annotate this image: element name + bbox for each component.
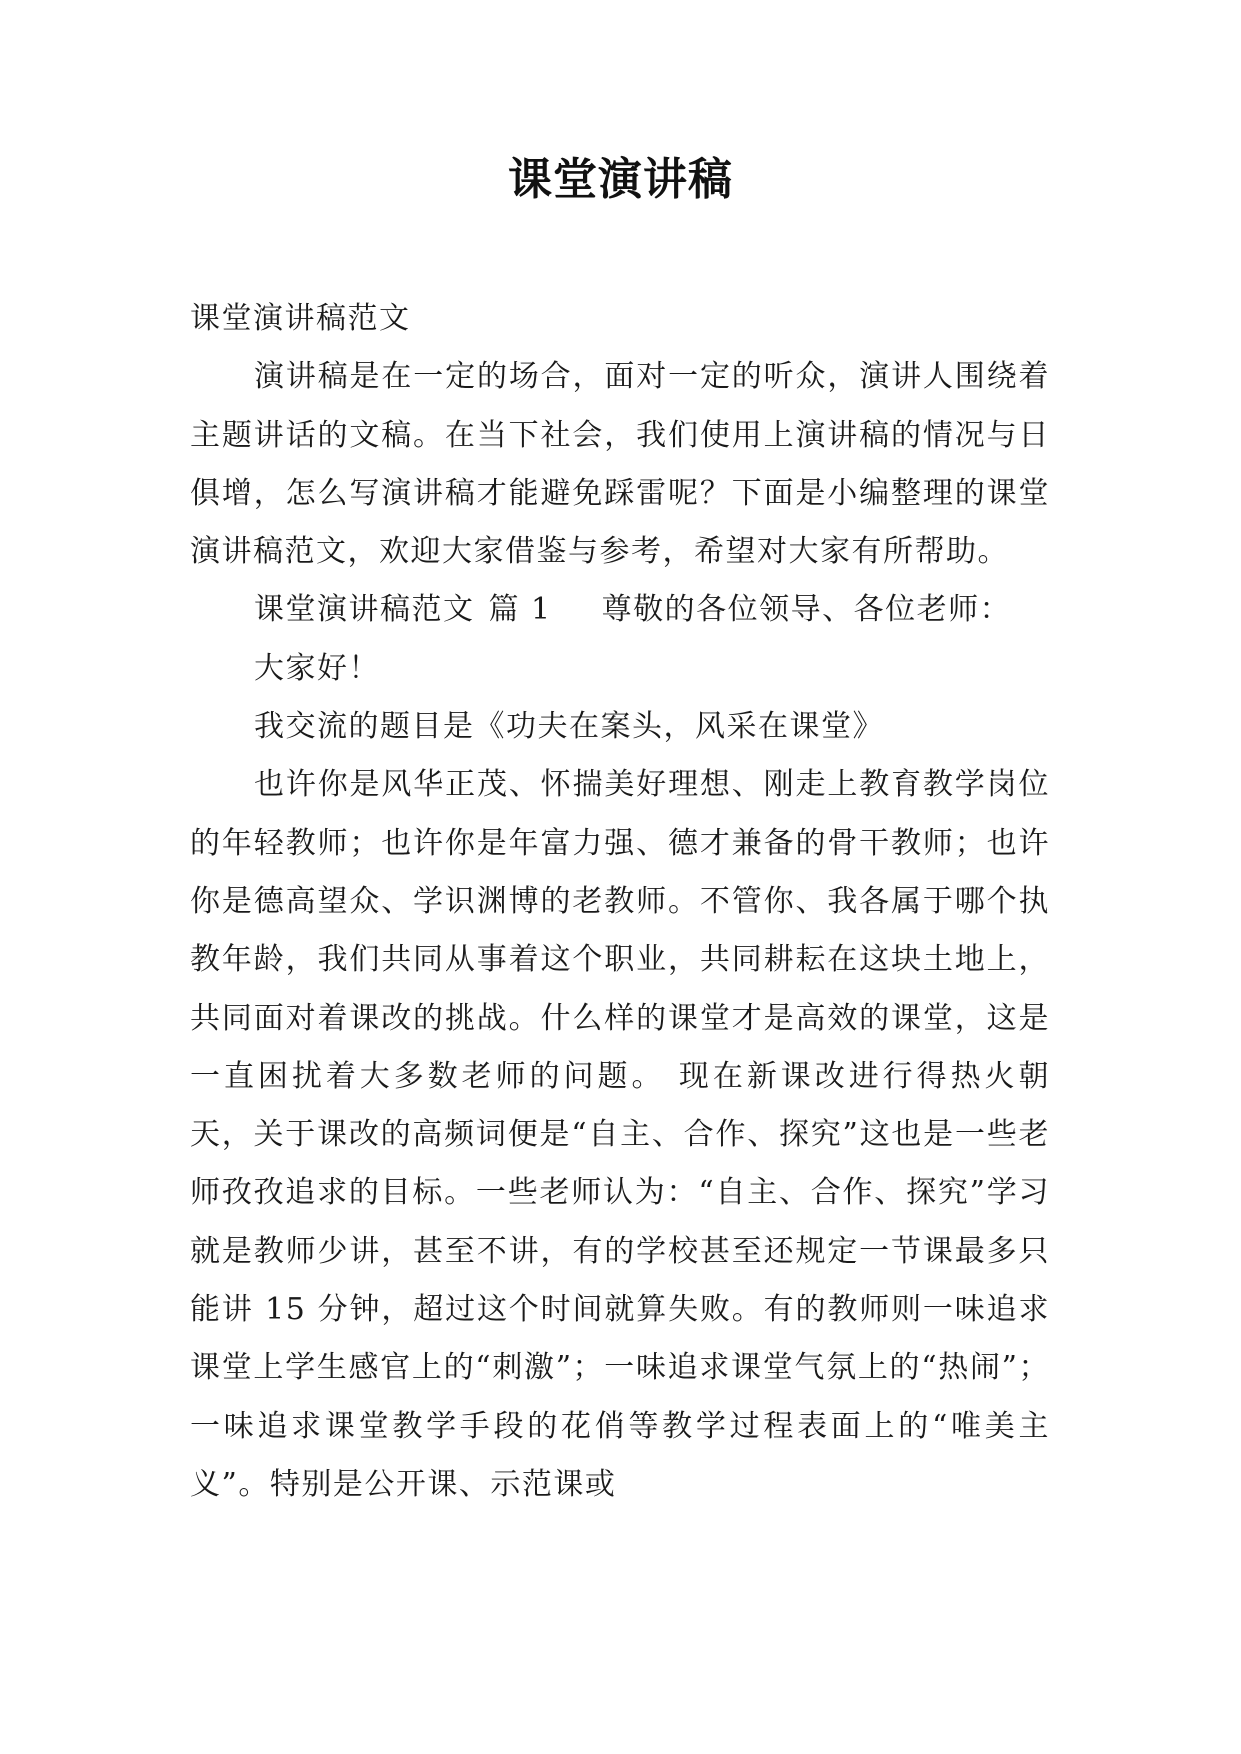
section-heading-line [190,581,1050,639]
intro-paragraph: 演讲稿是在一定的场合，面对一定的听众，演讲人围绕着主题讲话的文稿。在当下社会，我们使用上演讲稿的情况与日俱增，怎么写演讲稿才能避免踩雷呢？下面是小编整理的课堂演讲稿范文，欢迎大家借鉴与参考，希望对大家有所帮助。 [190,359,1050,570]
section-number: 篇 1 [488,592,552,628]
greeting: 大家好！ [254,650,380,686]
document-title: 课堂演讲稿 [508,154,733,205]
document-body [190,290,1050,1514]
speech-topic: 我交流的题目是《功夫在案头，风采在课堂》 [254,709,884,745]
document-subtitle: 课堂演讲稿范文 [190,301,411,336]
body-paragraph: 也许你是风华正茂、怀揣美好理想、刚走上教育教学岗位的年轻教师；也许你是年富力强、德才兼备的骨干教师；也许你是德高望众、学识渊博的老教师。不管你、我各属于哪个执教年龄，我们共同从事着这个职业，共同耕耘在这块土地上，共同面对着课改的挑战。什么样的课堂才是高效的课堂，这是一直困扰着大多数老师的问题。 现在新课改进行得热火朝天，关于课改的高频词便是“自主、合作、探究”这也是一些老师孜孜追求的目标。一些老师认为：“自主、合作、探究”学习就是教师少讲，甚至不讲，有的学校甚至还规定一节课最多只能讲 15 分钟，超过这个时间就算失败。有的教师则一味追求课堂上学生感官上的“刺激”；一味追求课堂气氛上的“热闹”；一味追求课堂教学手段的花俏等教学过程表面上的“唯美主义”。特别是公开课、示范课或 [190,767,1050,1502]
salutation: 尊敬的各位领导、各位老师： [601,592,1012,628]
section-label: 课堂演讲稿范文 [254,592,475,628]
